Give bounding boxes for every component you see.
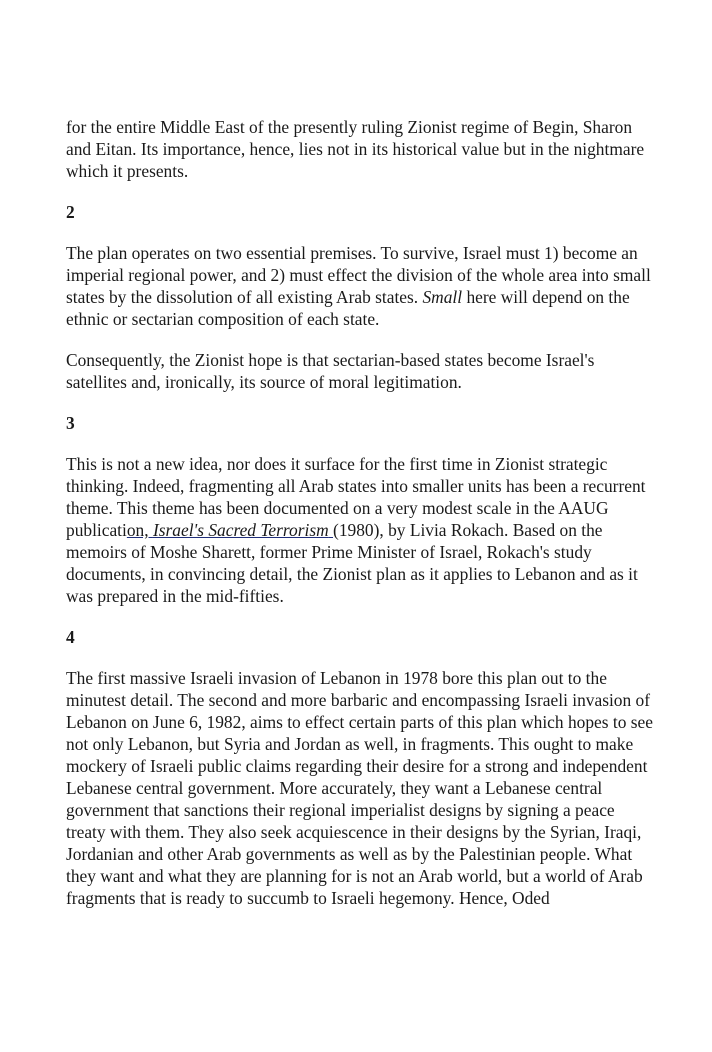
paragraph-invasion: The first massive Israeli invasion of Lebanon in 1978 bore this plan out to the minutest detail. The second and more barbaric and encompassing Israeli invasion of Lebanon on June 6, 1982, aims to effect certain parts of this plan which hopes to see not only Lebanon, but Syria and Jordan as well, in fragments. This ought to make mockery of Israeli public claims regarding their desire for a strong and independent Lebanese central government. More accurately, they want a Lebanese central government that sanctions their regional imperialist designs by signing a peace treaty with them. They also seek acquiescence in their designs by the Syrian, Iraqi, Jordanian and other Arab governments as well as by the Palestinian people. What they want and what they are planning for is not an Arab world, but a world of Arab fragments that is ready to succumb to Israeli hegemony. Hence, Oded xyxy=(66,668,653,908)
document-page xyxy=(66,116,658,928)
small-emphasis: Small xyxy=(422,287,463,307)
book-title: Israel's Sacred Terrorism xyxy=(152,520,329,540)
paragraph-not-new-idea xyxy=(66,453,658,607)
premises-text-rest: here will depend on the ethnic or sectarian composition of each state. xyxy=(66,287,630,329)
paragraph-intro: for the entire Middle East of the presently ruling Zionist regime of Begin, Sharon and Eitan. Its importance, hence, lies not in its historical value but in the nightmare which it presents. xyxy=(66,117,645,181)
paragraph-consequently: Consequently, the Zionist hope is that sectarian-based states become Israel's satellites and, ironically, its source of moral legitimation. xyxy=(66,350,595,392)
section-number-2: 2 xyxy=(66,202,75,222)
premises-text: The plan operates on two essential premises. To survive, Israel must 1) become an imperial regional power, and 2) must effect the division of the whole area into small states by the dissolution of all existing Arab states. xyxy=(66,243,651,307)
not-new-idea-text-rest: (1980), by Livia Rokach. Based on the memoirs of Moshe Sharett, former Prime Minister of Israel, Rokach's study documents, in convincing detail, the Zionist plan as it applies to Lebanon and as it was prepared in the mid-fifties. xyxy=(66,520,638,606)
link-prefix: on, xyxy=(126,520,153,540)
sacred-terrorism-link[interactable] xyxy=(127,520,333,540)
paragraph-premises xyxy=(66,242,658,330)
not-new-idea-text: This is not a new idea, nor does it surface for the first time in Zionist strategic thinking. Indeed, fragmenting all Arab states into smaller units has been a recurrent theme. This theme has been documented on a very modest scale in the AAUG publicati xyxy=(66,454,646,540)
section-number-4: 4 xyxy=(66,627,75,647)
section-number-3: 3 xyxy=(66,413,75,433)
